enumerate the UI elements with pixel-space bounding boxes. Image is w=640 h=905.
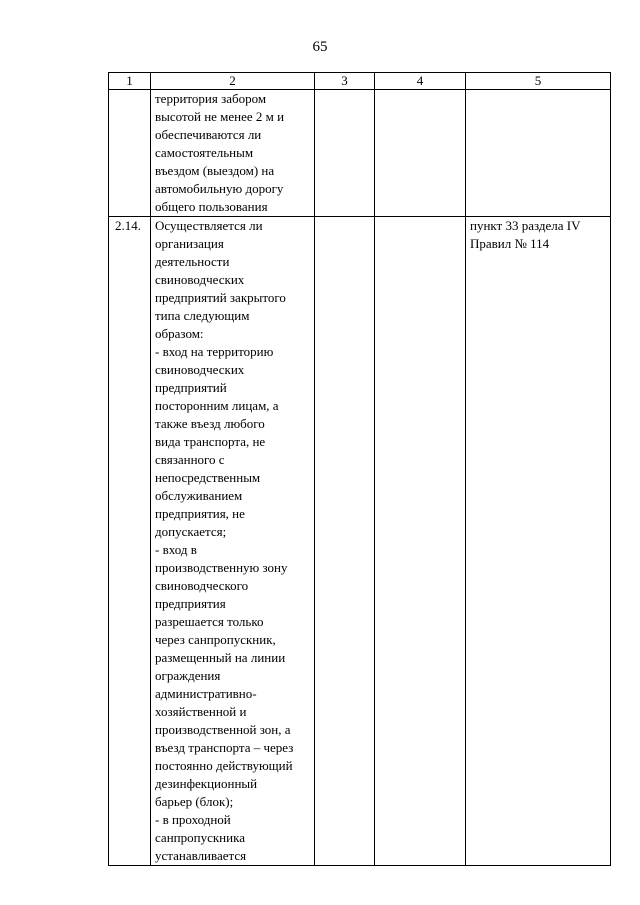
column-header-2: 2 bbox=[151, 73, 315, 90]
table-row bbox=[109, 90, 611, 217]
column-header-4: 4 bbox=[375, 73, 466, 90]
column-header-5: 5 bbox=[466, 73, 611, 90]
column-header-1: 1 bbox=[109, 73, 151, 90]
answer-cell-col3 bbox=[315, 217, 375, 866]
item-number-cell: 2.14. bbox=[109, 217, 151, 866]
table-row bbox=[109, 217, 611, 866]
reference-cell bbox=[466, 90, 611, 217]
checklist-table bbox=[108, 72, 611, 866]
column-header-3: 3 bbox=[315, 73, 375, 90]
reference-cell: пункт 33 раздела IV Правил № 114 bbox=[466, 217, 611, 866]
answer-cell-col4 bbox=[375, 217, 466, 866]
question-cell: Осуществляется ли организация деятельности свиноводческих предприятий закрытого типа следующим образом: - вход на территорию свиноводческих предприятий посторонним лицам, а также въезд любого вида транспорта, не связанного с непосредственным обслуживанием предприятия, не допускается; - вход в производственную зону свиноводческого предприятия разрешается только через санпропускник, размещенный на линии ограждения административно- хозяйственной и производственной зон, а въезд транспорта – через постоянно действующий дезинфекционный барьер (блок); - в проходной санпропускника устанавливается bbox=[151, 217, 315, 866]
answer-cell-col4 bbox=[375, 90, 466, 217]
question-cell: территория забором высотой не менее 2 м и обеспечиваются ли самостоятельным въездом (выездом) на автомобильную дорогу общего пользования bbox=[151, 90, 315, 217]
item-number-cell bbox=[109, 90, 151, 217]
page-number: 65 bbox=[312, 39, 328, 55]
table-header-row bbox=[109, 73, 611, 90]
answer-cell-col3 bbox=[315, 90, 375, 217]
